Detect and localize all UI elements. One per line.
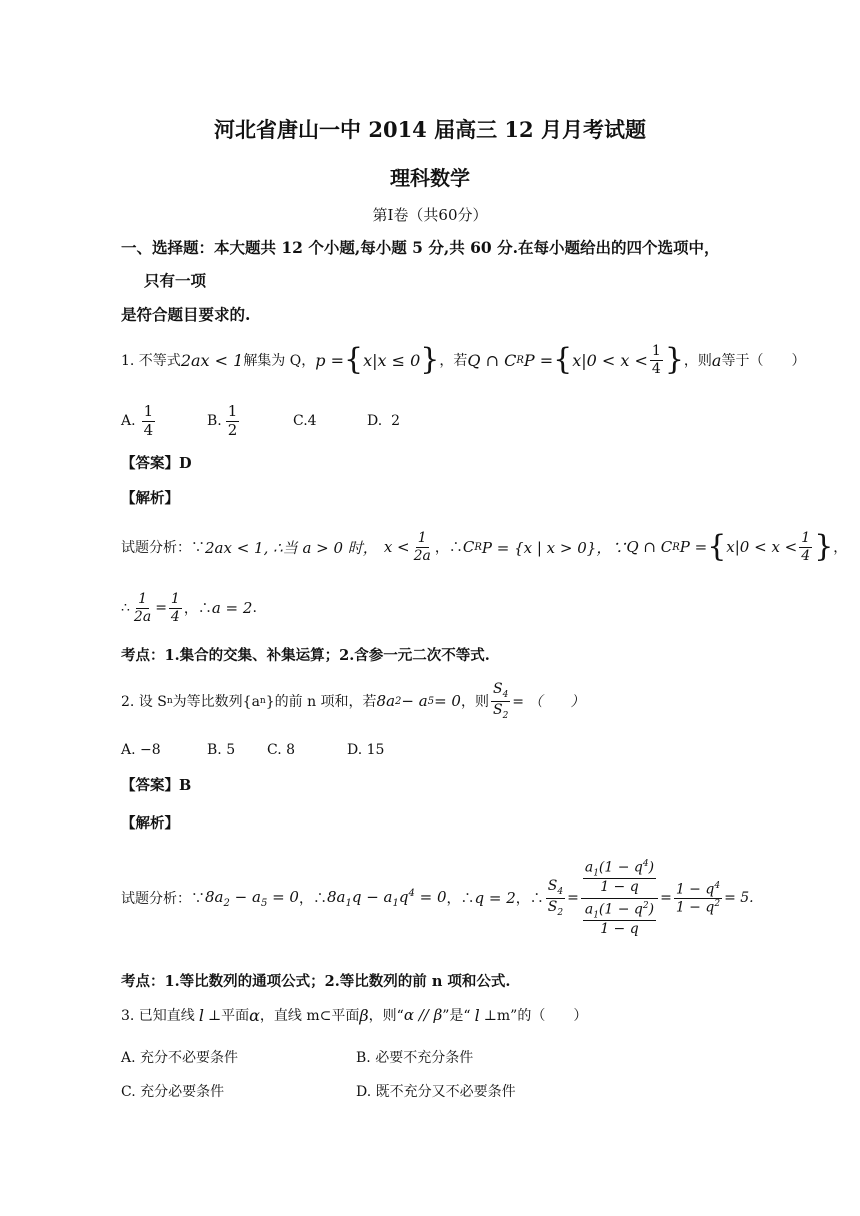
question-1-stem: 1. 不等式 2ax < 1 解集为 Q， p = { x|x ≤ 0 } ，若 Q ∩ C R P = { x|0 < x < $\frac{1}{4}$ } ，则 a 等于（ ） (121, 342, 806, 377)
exam-title: 河北省唐山一中 2014 届高三 12 月月考试题 (214, 117, 646, 142)
option-a: A. −8 (121, 742, 161, 758)
question-2-answer: 【答案】B (121, 777, 192, 794)
question-3-option-b: B. 必要不充分条件 (356, 1050, 474, 1066)
question-2-solution: 试题分析：∵ $8a_2 - a_5 = 0$ ，∴ $8a_1q - a_1q^4 = 0$ ，∴ q = 2 ，∴ $\frac{S_4}{S_2}$ = $\frac{\frac{a_1(1 - q^4)}{1 - q}}{\frac{a_1(1 - q^2)}{1 - q}}$ = $\frac{1 - q^4}{1 - q^2}$ = 5. (121, 858, 754, 938)
volume-label: 第Ⅰ卷（共60分） (372, 206, 488, 224)
fraction: $\frac{1}{4}$ (651, 343, 661, 377)
section-intro-line3: 是符合题目要求的. (121, 305, 251, 324)
exam-subtitle: 理科数学 (390, 166, 470, 190)
option-d: D. 15 (347, 742, 385, 758)
question-2-options (121, 742, 384, 758)
question-3-option-d: D. 既不充分又不必要条件 (356, 1084, 516, 1100)
question-2-analysis-label: 【解析】 (121, 815, 179, 832)
option-a: A. $\frac{1}{4}$ (121, 402, 154, 439)
option-d: D. 2 (367, 413, 401, 429)
option-c: C. 8 (267, 742, 296, 758)
compound-fraction: $\frac{\frac{a_1(1 - q^4)}{1 - q}}{\frac{a_1(1 - q^2)}{1 - q}}$ (581, 859, 658, 938)
option-b: B. 5 (207, 742, 236, 758)
option-c: C.4 (293, 413, 317, 429)
question-1-analysis-label: 【解析】 (121, 490, 179, 507)
question-1-key-points: 考点：1.集合的交集、补集运算；2.含参一元二次不等式. (121, 647, 490, 664)
question-1-solution-line1: 试题分析：∵ 2ax < 1, ∴当 a > 0 时， x < $\frac{1}{2a}$ ，∴ C R P = {x | x > 0}，∵ Q ∩ C R P = { x|0 < x < $\frac{1}{4}$ } ， (121, 529, 848, 564)
question-2-key-points: 考点：1.等比数列的通项公式；2.等比数列的前 n 项和公式. (121, 973, 511, 990)
section-intro-line1: 一、选择题：本大题共 12 个小题,每小题 5 分,共 60 分.在每小题给出的四个选项中， (121, 238, 720, 257)
question-3-stem: 3. 已知直线 l ⊥平面 α ，直线 m⊂平面 β ，则“ α // β ”是“ l ⊥m”的（ ） (121, 1005, 588, 1025)
question-1-options (121, 399, 400, 443)
option-b: B. $\frac{1}{2}$ (207, 402, 238, 439)
question-3-option-a: A. 充分不必要条件 (121, 1050, 239, 1066)
question-3-option-c: C. 充分必要条件 (121, 1084, 225, 1100)
section-intro-line2: 只有一项 (144, 271, 207, 290)
question-1-answer: 【答案】D (121, 455, 192, 472)
question-1-solution-line2: ∴ $\frac{1}{2a}$ = $\frac{1}{4}$ ，∴ a = 2 . (121, 591, 257, 625)
question-2-stem: 2. 设 S n 为等比数列{a n }的前 n 项和，若 8a 2 − a 5 = 0 ，则 $\frac{S_4}{S_2}$ = （ ） (121, 681, 585, 721)
